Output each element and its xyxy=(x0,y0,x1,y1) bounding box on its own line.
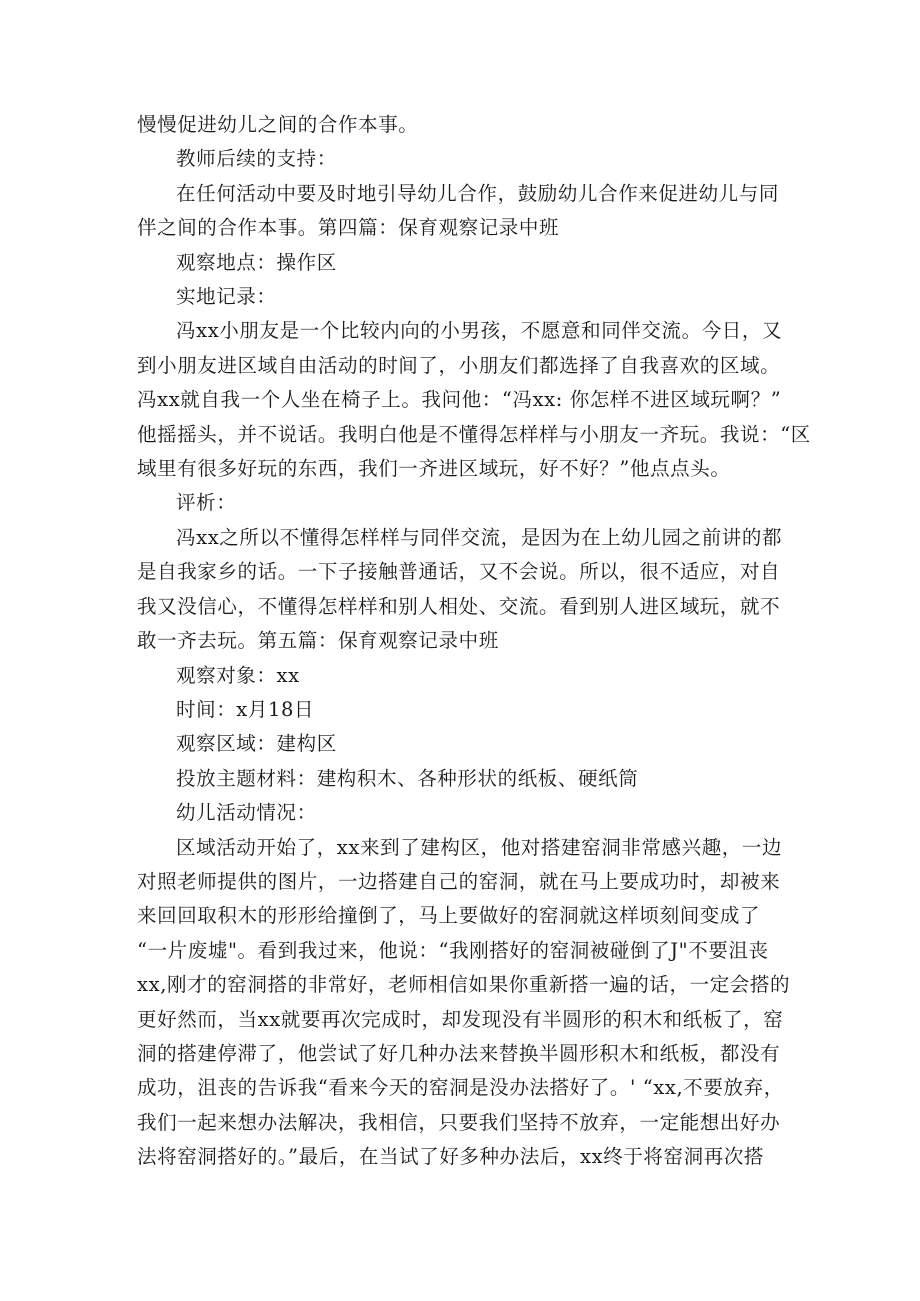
text-line: 是自我家乡的话。一下子接触普通话，又不会说。所以，很不适应，对自 xyxy=(137,560,781,584)
text-line: xx,刚才的窑洞搭的非常好，老师相信如果你重新搭一遍的话，一定会搭的 xyxy=(137,973,791,997)
text-line: 慢慢促进幼儿之间的合作本事。 xyxy=(137,113,419,136)
text-line: 更好然而，当xx就要再次完成时，却发现没有半圆形的积木和纸板了，窑 xyxy=(137,1007,784,1031)
paragraph xyxy=(137,727,777,761)
paragraph xyxy=(137,142,777,176)
text-line: 区域活动开始了，xx来到了建构区，他对搭建窑洞非常感兴趣，一边 xyxy=(176,835,783,859)
document-body xyxy=(137,108,811,1175)
text-line: 评析： xyxy=(176,491,237,515)
paragraph xyxy=(137,831,791,1175)
text-line: 在任何活动中要及时地引导幼儿合作，鼓励幼儿合作来促进幼儿与同 xyxy=(176,181,780,205)
text-line: 冯xx小朋友是一个比较内向的小男孩，不愿意和同伴交流。今日，又 xyxy=(176,319,783,343)
paragraph xyxy=(137,659,777,693)
text-line: 域里有很多好玩的东西，我们一齐进区域玩，好不好？”他点点头。 xyxy=(137,457,731,481)
text-line: 我又没信心，不懂得怎样样和别人相处、交流。看到别人进区域玩，就不 xyxy=(137,594,781,618)
text-line: 投放主题材料：建构积木、各种形状的纸板、硬纸筒 xyxy=(176,766,639,790)
text-line: 冯xx就自我一个人坐在椅子上。我问他：“冯xx: 你怎样不进区域玩啊？” xyxy=(137,388,782,412)
paragraph xyxy=(137,521,783,659)
text-line: 对照老师提供的图片，一边搭建自己的窑洞，就在马上要成功时，却被来 xyxy=(137,869,781,893)
text-line: 时间：x月18日 xyxy=(176,697,315,721)
text-line: 洞的搭建停滞了，他尝试了好几种办法来替换半圆形积木和纸板，都没有 xyxy=(137,1041,781,1065)
paragraph xyxy=(137,314,811,486)
paragraph xyxy=(137,796,777,830)
text-line: 我们一起来想办法解决，我相信，只要我们坚持不放弃，一定能想出好办 xyxy=(137,1110,781,1134)
text-line: 到小朋友进区域自由活动的时间了，小朋友们都选择了自我喜欢的区域。 xyxy=(137,353,781,377)
text-line: 成功，沮丧的告诉我“看来今天的窑洞是没办法搭好了。' “xx,不要放弃， xyxy=(137,1076,784,1100)
text-line: 来回回取积木的形形给撞倒了，马上要做好的窑洞就这样顷刻间变成了 xyxy=(137,904,761,928)
text-line: 观察地点：操作区 xyxy=(176,250,337,274)
paragraph xyxy=(137,246,777,280)
paragraph xyxy=(137,108,777,142)
paragraph xyxy=(137,762,777,796)
text-line: 法将窑洞搭好的。”最后，在当试了好多种办法后，xx终于将窑洞再次搭 xyxy=(137,1145,765,1169)
text-line: 他摇摇头，并不说话。我明白他是不懂得怎样样与小朋友一齐玩。我说：“区 xyxy=(137,422,811,446)
paragraph xyxy=(137,280,777,314)
paragraph xyxy=(137,693,777,727)
paragraph xyxy=(137,177,780,246)
text-line: 幼儿活动情况： xyxy=(176,801,317,825)
text-line: 教师后续的支持： xyxy=(176,147,337,171)
text-line: “一片废墟"。看到我过来，他说：“我刚搭好的窑洞被碰倒了J"不要沮丧 xyxy=(137,938,769,962)
paragraph xyxy=(137,486,777,520)
text-line: 冯xx之所以不懂得怎样样与同伴交流，是因为在上幼儿园之前讲的都 xyxy=(176,525,783,549)
text-line: 观察对象：xx xyxy=(176,663,300,687)
text-line: 敢一齐去玩。第五篇：保育观察记录中班 xyxy=(137,629,499,653)
text-line: 观察区域：建构区 xyxy=(176,732,337,756)
text-line: 实地记录： xyxy=(176,285,277,309)
text-line: 伴之间的合作本事。第四篇：保育观察记录中班 xyxy=(137,216,560,240)
